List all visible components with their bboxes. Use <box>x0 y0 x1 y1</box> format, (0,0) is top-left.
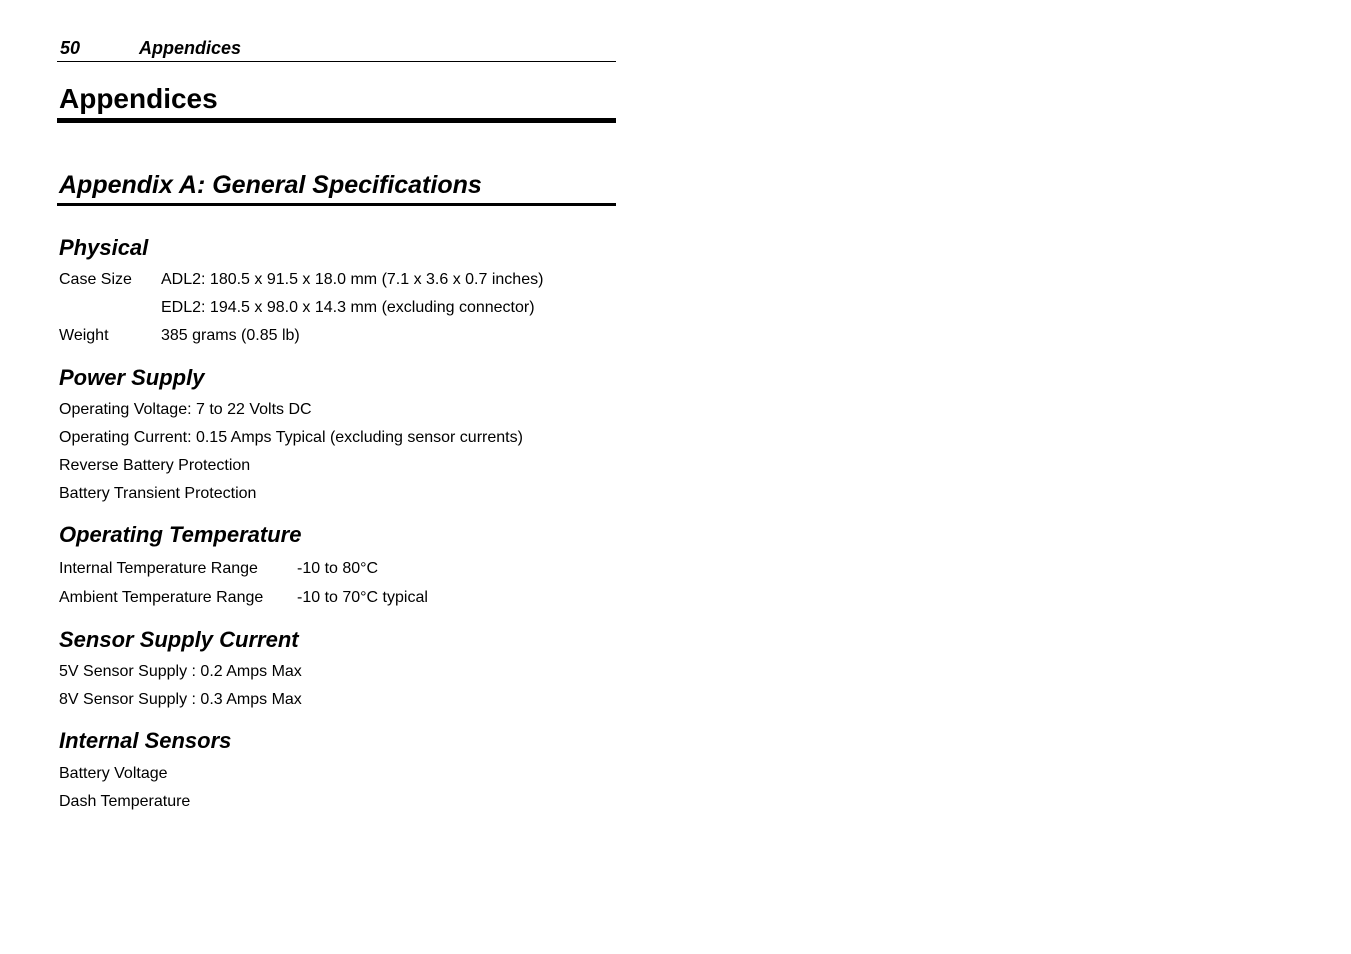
power-supply-line: Operating Voltage: 7 to 22 Volts DC <box>59 401 312 418</box>
page-number: 50 <box>60 38 81 58</box>
internal-temperature-label: Internal Temperature Range <box>59 560 258 577</box>
weight-value: 385 grams (0.85 lb) <box>161 327 300 344</box>
sensor-supply-line: 8V Sensor Supply : 0.3 Amps Max <box>59 691 302 708</box>
case-size-label: Case Size <box>59 271 132 288</box>
power-supply-line: Reverse Battery Protection <box>59 457 251 474</box>
heading-power-supply: Power Supply <box>59 365 205 390</box>
chapter-title-text: Appendices <box>59 83 218 114</box>
internal-sensor-item: Battery Voltage <box>59 765 168 782</box>
heading-sensor-supply-current: Sensor Supply Current <box>59 627 299 652</box>
chapter-title <box>57 82 616 123</box>
heading-operating-temperature: Operating Temperature <box>59 522 302 547</box>
appendix-title-text: Appendix A: General Specifications <box>59 171 482 199</box>
case-size-adl2: ADL2: 180.5 x 91.5 x 18.0 mm (7.1 x 3.6 x 0.7 inches) <box>161 271 544 288</box>
heading-internal-sensors: Internal Sensors <box>59 728 232 753</box>
internal-sensor-item: Dash Temperature <box>59 793 191 810</box>
running-header-section: Appendices <box>139 38 242 58</box>
ambient-temperature-label: Ambient Temperature Range <box>59 589 264 606</box>
weight-label: Weight <box>59 327 109 344</box>
sensor-supply-line: 5V Sensor Supply : 0.2 Amps Max <box>59 663 302 680</box>
case-size-edl2: EDL2: 194.5 x 98.0 x 14.3 mm (excluding connector) <box>161 299 535 316</box>
ambient-temperature-value: -10 to 70°C typical <box>297 589 428 606</box>
heading-physical: Physical <box>59 235 149 260</box>
internal-temperature-value: -10 to 80°C <box>297 560 379 577</box>
appendix-title <box>57 170 616 206</box>
power-supply-line: Battery Transient Protection <box>59 485 257 502</box>
power-supply-line: Operating Current: 0.15 Amps Typical (excluding sensor currents) <box>59 429 523 446</box>
running-header <box>57 37 616 62</box>
